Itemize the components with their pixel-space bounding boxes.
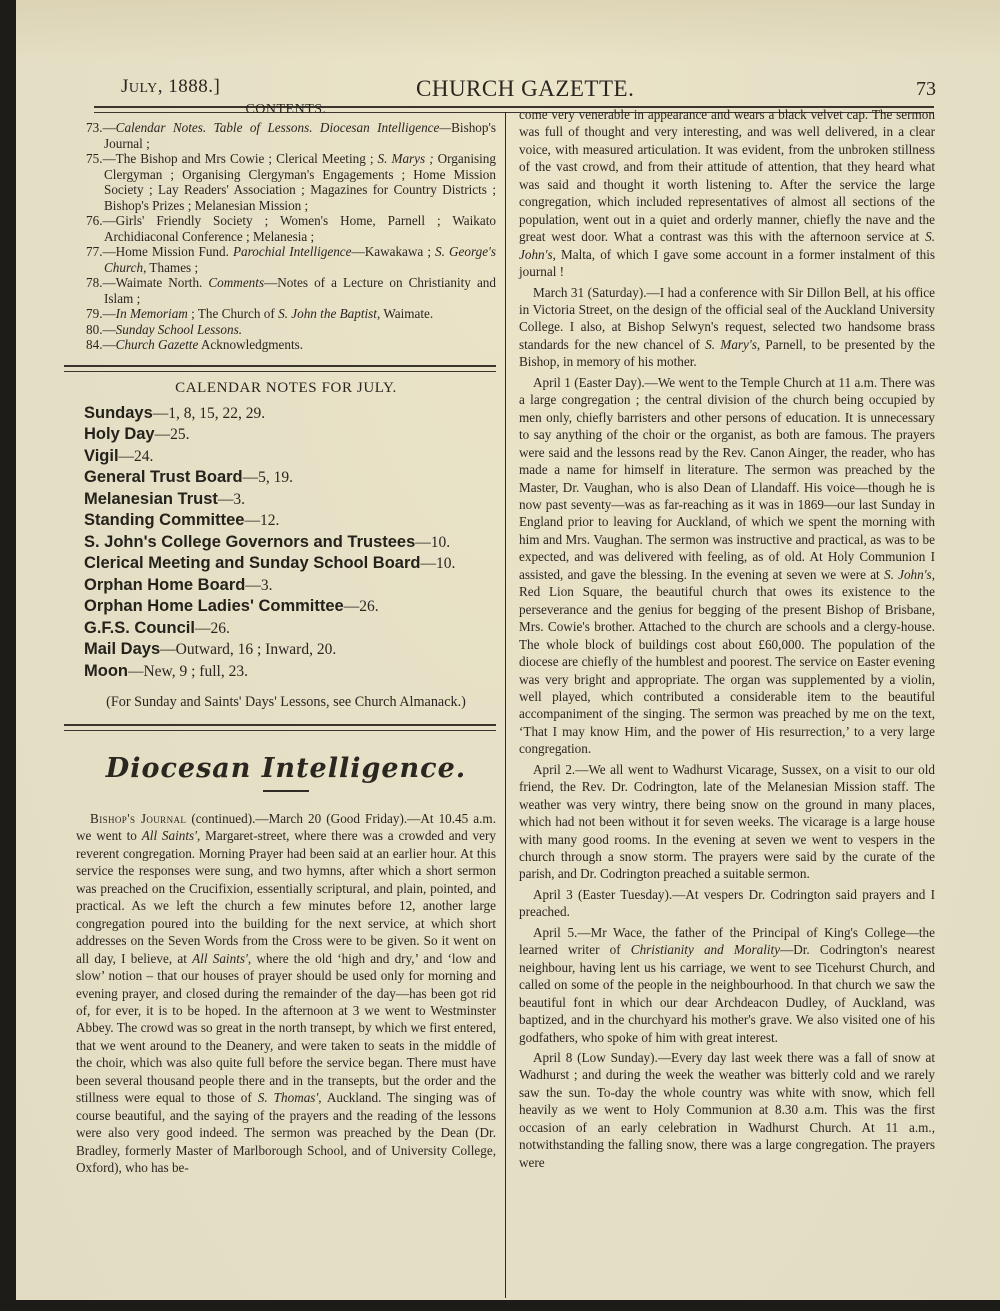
- calendar-item: [84, 424, 496, 446]
- article-text: S. John's: [519, 229, 935, 262]
- calendar-label: Orphan Home Ladies' Committee: [84, 597, 344, 615]
- contents-text: S. John the Baptist: [278, 306, 377, 321]
- article-paragraph: [519, 1049, 935, 1171]
- article-text: April 5.—Mr Wace, the father of the Principal of King's College—the learned writer of: [519, 924, 935, 958]
- calendar-label: G.F.S. Council: [84, 618, 195, 637]
- contents-page-number: 84.—: [86, 337, 116, 352]
- article-text: April 3 (Easter Tuesday).—At vespers Dr. Codrington said prayers and I preached.: [519, 886, 935, 920]
- contents-item: [76, 306, 496, 322]
- article-text: , Margaret-street, where there was a crowded and very reverent congregation. Morning Prayer had been said at an earlier hour. At this service the responses were sung, and two hymns, after which a short sermon was preached on the Crucifixion, essentially scriptural, and plain, pointed, and practical. As we left the church a few minutes before 12, another large congregation poured into the building for the next service, at which short addresses on the Seven Words from the Cross were to be given. So it went on all day, I believe, at: [76, 828, 496, 966]
- contents-text: Home Mission Fund.: [115, 244, 233, 259]
- contents-page-number: 76.—: [86, 213, 116, 228]
- article-text: , Red Lion Square, the beautiful church that owes its existence to the perseverance and the genius for begging of the present Bishop of Brisbane, Mrs. Cowie's brother. Attached to the church are schools and a clergy-house. The whole block of buildings cost about £60,000. The population of the diocese are chiefly of the humblest and poorest. The service on Easter evening was very bright and appropriate. The organ was supplemented by a violin, well played, which contributed a considerable item to the beautiful accompaniment of the singing. The sermon was preached by me on the text, ‘That I may know Him, and the power of His resurrection,’ to a very large congregation.: [519, 566, 935, 757]
- calendar-note: (For Sunday and Saints' Days' Lessons, see Church Almanack.): [106, 694, 466, 710]
- article-text: , Parnell, to be presented by the Bishop, in memory of his mother.: [519, 336, 935, 370]
- article-text: S. John's: [883, 566, 932, 582]
- section-rule: [64, 724, 496, 731]
- article-text: March 31 (Saturday).—I had a conference with Sir Dillon Bell, at his office in Victoria Street, on the design of the official seal of the Auckland University College. I also, at Bishop Selwyn's request, selected two handsome brass standards for the new chancel of: [519, 284, 935, 352]
- calendar-item: [84, 596, 496, 618]
- calendar-label: Sundays: [84, 403, 153, 422]
- contents-page-number: 75.—: [86, 151, 116, 166]
- contents-heading: CONTENTS.: [245, 102, 327, 117]
- calendar-dates: —26.: [194, 619, 230, 637]
- calendar-dates: —Outward, 16 ; Inward, 20.: [160, 641, 337, 658]
- calendar-dates: —10.: [415, 533, 451, 551]
- contents-page-number: 79.—: [86, 306, 116, 321]
- calendar-dates: —New, 9 ; full, 23.: [127, 662, 248, 680]
- article-text: April 2.—We all went to Wadhurst Vicarage, Sussex, on a visit to our old friend, the Rev. Dr. Codrington, late of the Melanesian Mission staff. The weather was very wintry, there being snow on the ground in many places, which had not been without it for seven weeks. The vicarage is a large house with many good rooms. In the evening at seven we went to vespers in the church through a snow storm. The prayers were said by the curate of the parish, and Dr. Codrington preached a suitable sermon.: [519, 761, 935, 882]
- article-text: (continued).—March 20 (Good Friday).—At 10.45 a.m. we went to: [76, 811, 496, 844]
- contents-text: Comments: [208, 275, 265, 290]
- article-text: All Saints': [192, 950, 248, 966]
- contents-item: [76, 120, 496, 151]
- calendar-item: [84, 639, 496, 661]
- calendar-label: Orphan Home Board: [84, 575, 246, 594]
- calendar-item: [84, 489, 496, 511]
- calendar-label: S. John's College Governors and Trustees: [84, 532, 416, 551]
- bishops-journal-right: [519, 106, 935, 1171]
- column-divider: [505, 112, 506, 1298]
- contents-text: S. Marys ;: [377, 151, 434, 166]
- article-text: S. Thomas': [257, 1090, 319, 1106]
- contents-text: The Bishop and Mrs Cowie ; Clerical Meeting ;: [115, 151, 378, 166]
- calendar-label: Clerical Meeting and Sunday School Board: [84, 554, 421, 572]
- paper-stain: [16, 0, 1000, 60]
- calendar-label: Holy Day: [84, 425, 155, 443]
- contents-text: Parochial Intelligence: [232, 244, 352, 259]
- article-paragraph: [519, 761, 935, 883]
- contents-item: [76, 244, 496, 275]
- article-text: April 1 (Easter Day).—We went to the Temple Church at 11 a.m. There was a large congregation ; the central division of the church being occupied by men only, chiefly barristers and other persons of education. It is unnecessary to say anything of the choir or the organist, as both are famous. The prayers were said and the lessons read by the Rev. Canon Ainger, the reader, who has made a name for himself in literature. The sermon was preached by the Master, Dr. Vaughan, who is also Dean of Llandaff. His voice—though he is now past seventy—was as far-reaching as it was in 1869—our last Sunday in England prior to leaving for Auckland, of which we spent the morning with him and Mrs. Vaughan. The sermon was instructive and practical, as was to be expected, and was delivered with feeling, as of old. At Holy Communion I assisted, and gave the blessing. In the evening at seven we were at: [519, 374, 935, 582]
- journal-label: Bishop's Journal: [90, 811, 187, 826]
- contents-text: Bishop's Journal ;: [104, 120, 496, 151]
- contents-text: In Memoriam: [115, 306, 188, 321]
- article-text: April 8 (Low Sunday).—Every day last week there was a fall of snow at Wadhurst ; and during the week the weather was bitterly cold and we rarely saw the sun. To-day the whole country was white with snow, which fell heavily as we went to Holy Communion at 8.30 a.m. This was the first occasion of an early celebration in Wadhurst Church. At 11 a.m., notwithstanding the falling snow, there was a large congregation. The prayers were: [519, 1050, 935, 1170]
- contents-text: Waimate North.: [115, 275, 209, 290]
- calendar-item: [84, 446, 496, 468]
- article-paragraph: [76, 810, 496, 1177]
- contents-item: [76, 151, 496, 213]
- contents-text: Church Gazette: [115, 337, 199, 352]
- calendar-dates: —24.: [118, 447, 154, 465]
- contents-item: [76, 213, 496, 244]
- calendar-label: Moon: [84, 661, 128, 680]
- calendar-item: [84, 618, 496, 640]
- article-paragraph: [519, 924, 935, 1046]
- contents-text: Calendar Notes. Table of Lessons. Diocesan Intelligence—: [115, 120, 452, 135]
- contents-text: , Waimate.: [376, 306, 434, 321]
- article-text: , where the old ‘high and dry,’ and ‘low and slow’ notion – that our houses of prayer should be used only for morning and evening prayer, and closed during the remainder of the day—has been got rid of, for ever, it is to be hoped. In the afternoon at 3 we went to Westminster Abbey. The crowd was so great in the north transept, by which we first entered, that we went around to the Deanery, and were taken to seats in the middle of the choir, which was also quite full before the service began. There must have been several thousand people there and in the transepts, but the order and the stillness were equal to those of: [76, 950, 496, 1106]
- contents-item: [76, 275, 496, 306]
- contents-text: —Notes of a Lecture on Christianity and Islam ;: [104, 275, 496, 306]
- calendar-dates: —12.: [244, 512, 280, 529]
- article-text: come very venerable in appearance and wears a black velvet cap. The sermon was full of thought and very interesting, and was well delivered, in a clear voice, with measured articulation. It was evident, from the unbroken stillness of the vast crowd, and from their attitude of attention, that they heard what was said and thought it worth listening to. After the service the large congregation, which included representatives of almost all sections of the population, went out in a quiet and orderly manner, chiefly the nave and the great west door. What a contrast was this with the afternoon service at: [519, 107, 935, 245]
- calendar-dates: —5, 19.: [242, 469, 294, 486]
- issue-date: JULY, 1888.]: [121, 76, 221, 97]
- calendar-label: Vigil: [84, 446, 119, 465]
- calendar-dates: —10.: [420, 555, 456, 572]
- contents-page-number: 73.—: [86, 120, 116, 135]
- publication-title: CHURCH GAZETTE.: [416, 76, 635, 101]
- contents-text: , Thames ;: [143, 259, 199, 275]
- calendar-item: [84, 661, 496, 683]
- left-column: [76, 100, 496, 1177]
- calendar-list: [76, 403, 496, 683]
- page-number: 73: [916, 78, 936, 100]
- calendar-label: Standing Committee: [84, 511, 245, 529]
- calendar-item: [84, 553, 496, 575]
- article-text: —Dr. Codrington's nearest neighbour, having lent us his carriage, we went to see Ticehurst Church, and called on some of the people in the neighbourhood. In that church we saw the beautiful font in which our dear Archdeacon Dudley, of Auckland, was baptized, and in the churchyard his mother's grave. We also visited one of his godfathers, who spoke of him with great interest.: [519, 942, 935, 1045]
- newspaper-page: [16, 0, 1000, 1300]
- calendar-item: [84, 575, 496, 597]
- section-rule: [64, 365, 496, 372]
- contents-text: ; The Church of: [187, 306, 279, 321]
- article-paragraph: [519, 374, 935, 758]
- calendar-dates: —25.: [154, 426, 190, 443]
- article-text: , Auckland. The singing was of course beautiful, and the saying of the prayers and the reading of the lessons were also very good indeed. The sermon was preached by the Dean (Dr. Bradley, formerly Master of Marlborough School, and of University College, Oxford), who has be-: [76, 1090, 496, 1176]
- calendar-dates: —26.: [343, 598, 379, 615]
- contents-page-number: 77.—: [86, 244, 116, 259]
- contents-item: [76, 337, 496, 353]
- article-paragraph: [519, 886, 935, 921]
- contents-text: —Kawakawa ;: [351, 244, 436, 259]
- section-title-diocesan-intelligence: Diocesan Intelligence.: [105, 753, 467, 784]
- article-paragraph: [519, 284, 935, 371]
- article-text: , Malta, of which I gave some account in a former instalment of this journal !: [519, 246, 935, 280]
- calendar-heading: CALENDAR NOTES FOR JULY.: [175, 379, 397, 396]
- calendar-item: [84, 532, 496, 554]
- calendar-dates: —3.: [217, 490, 246, 508]
- article-text: S. Mary's: [705, 336, 757, 352]
- calendar-dates: —1, 8, 15, 22, 29.: [152, 404, 266, 422]
- contents-page-number: 80.—: [86, 321, 116, 337]
- calendar-item: [84, 403, 496, 425]
- contents-text: Acknowledgments.: [198, 337, 304, 352]
- contents-page-number: 78.—: [86, 275, 116, 290]
- contents-text: S. George's Church: [104, 244, 496, 275]
- calendar-label: General Trust Board: [84, 468, 243, 486]
- bishops-journal-left: [76, 810, 496, 1177]
- short-rule: [263, 790, 309, 792]
- calendar-label: Mail Days: [84, 640, 161, 658]
- calendar-item: [84, 510, 496, 532]
- contents-text: Sunday School Lessons.: [115, 321, 243, 337]
- calendar-dates: —3.: [245, 576, 273, 594]
- article-text: Christianity and Morality: [630, 942, 781, 958]
- article-text: All Saints': [141, 828, 197, 844]
- contents-text: Organising Clergyman ; Organising Clergyman's Engagements ; Home Mission Society ; Lay Readers' Association ; Magazines for Country Districts ; Bishop's Prizes ; Melanesian Mission ;: [104, 151, 496, 213]
- right-column: [519, 106, 935, 1171]
- calendar-label: Melanesian Trust: [84, 489, 218, 508]
- calendar-item: [84, 467, 496, 489]
- contents-list: [76, 120, 496, 353]
- contents-item: [76, 322, 496, 338]
- contents-text: Girls' Friendly Society ; Women's Home, Parnell ; Waikato Archidiaconal Conference ; Melanesia ;: [104, 213, 496, 244]
- article-paragraph: [519, 106, 935, 281]
